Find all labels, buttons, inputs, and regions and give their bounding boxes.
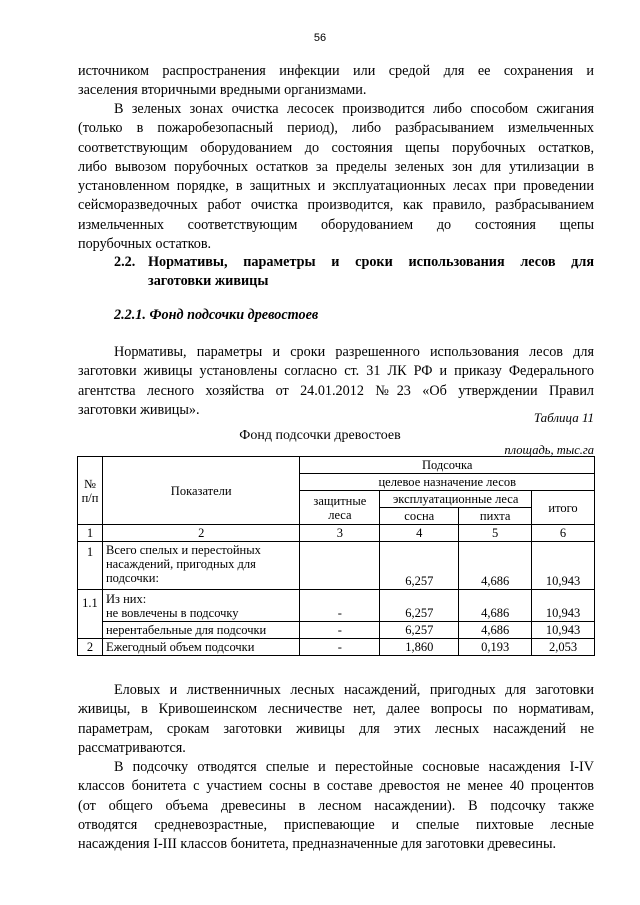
row-label-line: Всего спелых и перестойных — [105, 543, 261, 557]
row-num: 1 — [78, 542, 103, 590]
row-num — [78, 622, 103, 639]
row-label-line: не вовлечены в подсочку — [105, 606, 239, 620]
header-exploitation: эксплуатационные леса — [380, 491, 532, 508]
text-line: Нормативы, параметры и сроки разрешенного использования лесов для — [114, 344, 594, 360]
text-line: агентства лесного хозяйства от 24.01.2012 №23 «Об утверждении Правил — [78, 382, 594, 399]
cell-protective: - — [300, 639, 380, 656]
row-label-line: Из них: — [105, 592, 147, 606]
cell-pine: 1,860 — [380, 639, 459, 656]
col-number: 1 — [78, 525, 103, 542]
text-line: классов бонитета с участием сосны в составе древостоя не менее 40 процентов — [78, 778, 594, 795]
text-line: заселения вторичными вредными организмами. — [78, 82, 367, 99]
row-label-line: Ежегодный объем подсочки — [105, 640, 255, 654]
subsection-heading: 2.2.1. Фонд подсочки древостоев — [114, 307, 319, 323]
row-label — [102, 639, 299, 656]
row-num: 2 — [78, 639, 103, 656]
text-line: рассматриваются. — [78, 739, 186, 756]
cell-fir: 0,193 — [459, 639, 532, 656]
cell-fir: 4,686 — [459, 542, 532, 590]
paragraph-green-zones — [78, 100, 594, 254]
row-label-line: подсочки: — [105, 571, 159, 585]
text-line: В зеленых зонах очистка лесосек производится либо способом сжигания — [114, 101, 594, 117]
cell-protective — [300, 542, 380, 590]
section-number: 2.2. — [114, 254, 136, 270]
col-number: 3 — [300, 525, 380, 542]
text-line: параметрам, срокам заготовки живицы для этих лесных насаждений не — [78, 720, 594, 737]
row-label — [102, 590, 299, 622]
col-number: 6 — [532, 525, 595, 542]
cell-total: 10,943 — [532, 590, 595, 622]
cell-fir: 4,686 — [459, 622, 532, 639]
paragraph-continuation — [78, 62, 594, 101]
header-purpose: целевое назначение лесов — [300, 474, 595, 491]
text-line: заготовки живицы установлены согласно ст. 31 ЛК РФ и приказу Федерального — [78, 363, 594, 380]
text-line: соответствующим оборудованием до состояния щепы порубочных остатков, — [78, 139, 594, 156]
row-label-line: насаждений, пригодных для — [105, 557, 256, 571]
table-number: Таблица 11 — [533, 410, 594, 425]
paragraph-norms — [78, 343, 594, 420]
text-line: живицы, в Кривошеинском лесничестве нет, далее вопросы по нормативам, — [78, 701, 594, 718]
cell-fir: 4,686 — [459, 590, 532, 622]
text-line: заготовки живицы». — [78, 401, 200, 418]
text-line: В подсочку отводятся спелые и перестойные сосновые насаждения I-IV — [114, 759, 594, 775]
section-heading-line1: Нормативы, параметры и сроки использования лесов для — [148, 254, 594, 270]
table-title: Фонд подсочки древостоев — [239, 428, 401, 443]
tapping-fund-table — [77, 456, 595, 656]
text-line: отводятся средневозрастные, приспевающие и спелые пихтовые лесные — [78, 816, 594, 833]
row-label — [102, 542, 299, 590]
header-fir: пихта — [459, 508, 532, 525]
cell-pine: 6,257 — [380, 590, 459, 622]
cell-total: 10,943 — [532, 622, 595, 639]
text-line: либо вывозом порубочных остатков за пределы зеленых зон для утилизации в — [78, 158, 594, 175]
table-unit: площадь, тыс.га — [504, 443, 594, 457]
text-line: установленном порядке, в защитных и эксплуатационных лесах при проведении — [78, 178, 594, 195]
text-line: (только в пожаробезопасный период), либо разбрасыванием измельченных — [78, 120, 594, 137]
col-number: 4 — [380, 525, 459, 542]
header-tapping: Подсочка — [300, 457, 595, 474]
paragraph-tapping-stands — [78, 758, 594, 854]
table-row — [78, 622, 595, 639]
text-line: Еловых и лиственничных лесных насаждений, пригодных для заготовки — [114, 682, 594, 698]
header-indicators: Показатели — [102, 457, 299, 525]
row-label — [102, 622, 299, 639]
text-line: источником распространения инфекции или средой для ее сохранения и — [78, 63, 594, 79]
header-num: № п/п — [78, 457, 103, 525]
cell-total: 10,943 — [532, 542, 595, 590]
table-row — [78, 639, 595, 656]
cell-pine: 6,257 — [380, 542, 459, 590]
cell-protective: - — [300, 590, 380, 622]
table-row — [78, 542, 595, 590]
text-line: порубочных остатков. — [78, 236, 212, 253]
paragraph-spruce-larch — [78, 681, 594, 758]
col-number: 5 — [459, 525, 532, 542]
text-line: насаждения I-III классов бонитета, предназначенные для заготовки древесины. — [78, 836, 557, 853]
section-heading-line2: заготовки живицы — [148, 273, 269, 289]
cell-protective: - — [300, 622, 380, 639]
row-label-line: нерентабельные для подсочки — [105, 623, 267, 637]
table-header-row — [78, 457, 595, 474]
header-protective: защитные леса — [300, 491, 380, 525]
cell-pine: 6,257 — [380, 622, 459, 639]
header-pine: сосна — [380, 508, 459, 525]
row-num: 1.1 — [78, 590, 103, 622]
header-total: итого — [532, 491, 595, 525]
column-numbers-row — [78, 525, 595, 542]
table-row — [78, 590, 595, 622]
text-line: (от общего объема древесины в лесном насаждении). В подсочку также — [78, 797, 594, 814]
text-line: измельченных соответствующим оборудованием до состояния щепы — [78, 216, 594, 233]
cell-total: 2,053 — [532, 639, 595, 656]
page-number: 56 — [313, 32, 327, 44]
col-number: 2 — [102, 525, 299, 542]
text-line: сейсморазведочных работ очистка производится, как правило, разбрасыванием — [78, 197, 594, 214]
